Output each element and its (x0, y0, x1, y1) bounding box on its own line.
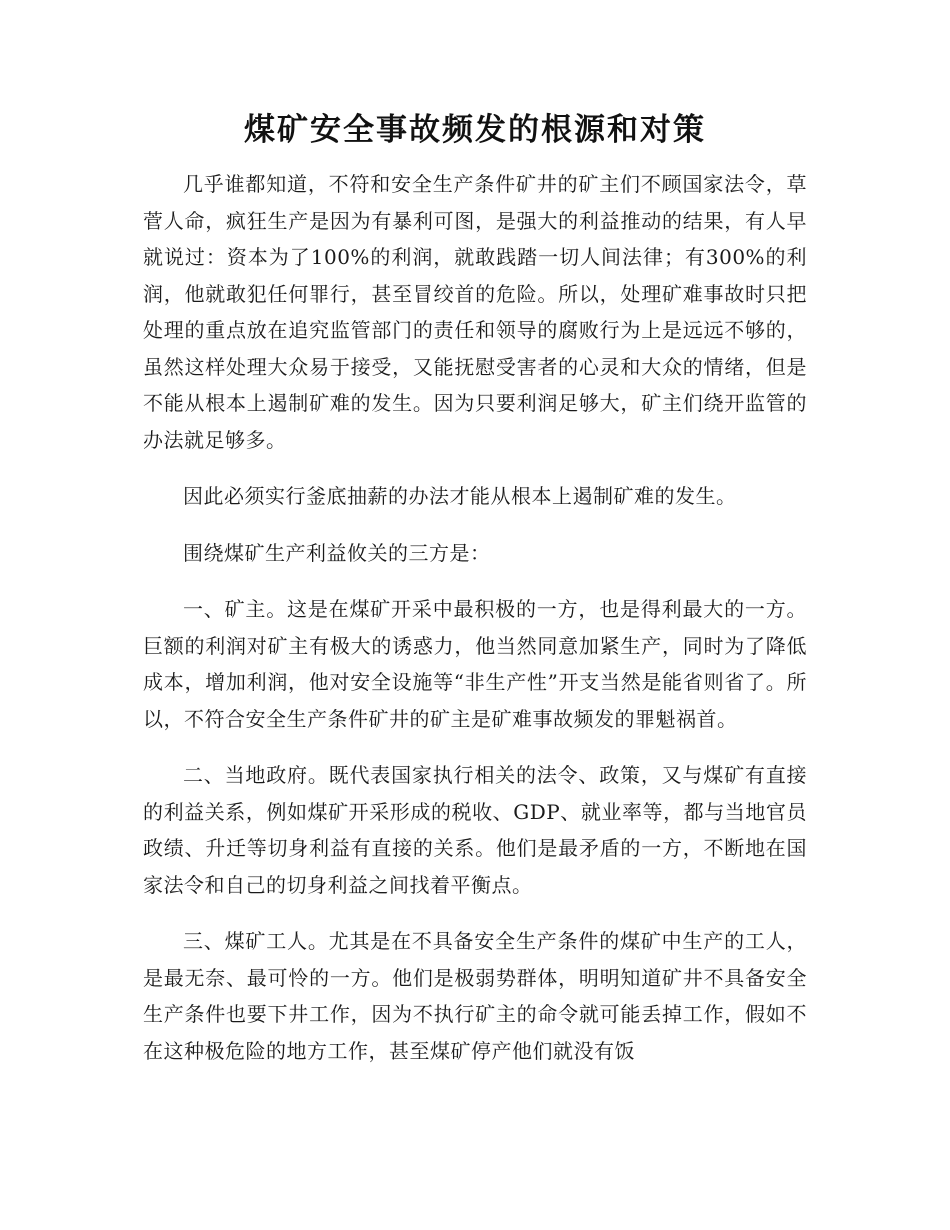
paragraph-coal-workers: 三、煤矿工人。尤其是在不具备安全生产条件的煤矿中生产的工人，是最无奈、最可怜的一方。他们是极弱势群体，明明知道矿井不具备安全生产条件也要下井工作，因为不执行矿主的命令就可能丢掉工作，假如不在这种极危险的地方工作，甚至煤矿停产他们就没有饭 (143, 929, 807, 1063)
document-title: 煤矿安全事故频发的根源和对策 (244, 112, 706, 148)
document-body (143, 166, 807, 1069)
paragraph-intro: 几乎谁都知道，不符和安全生产条件矿井的矿主们不顾国家法令，草菅人命，疯狂生产是因为有暴利可图，是强大的利益推动的结果，有人早就说过：资本为了100%的利润，就敢践踏一切人间法律；有300%的利润，他就敢犯任何罪行，甚至冒绞首的危险。所以，处理矿难事故时只把处理的重点放在追究监管部门的责任和领导的腐败行为上是远远不够的，虽然这样处理大众易于接受，又能抚慰受害者的心灵和大众的情绪，但是不能从根本上遏制矿难的发生。因为只要利润足够大，矿主们绕开监管的办法就足够多。 (143, 172, 807, 452)
paragraph-conclusion: 因此必须实行釜底抽薪的办法才能从根本上遏制矿难的发生。 (183, 484, 737, 508)
paragraph-mine-owner: 一、矿主。这是在煤矿开采中最积极的一方，也是得利最大的一方。巨额的利润对矿主有极大的诱惑力，他当然同意加紧生产，同时为了降低成本，增加利润，他对安全设施等“非生产性”开支当然是能省则省了。所以，不符合安全生产条件矿井的矿主是矿难事故频发的罪魁祸首。 (143, 597, 807, 731)
paragraph-three-parties: 围绕煤矿生产利益攸关的三方是： (183, 540, 491, 565)
paragraph-local-government: 二、当地政府。既代表国家执行相关的法令、政策，又与煤矿有直接的利益关系，例如煤矿开采形成的税收、GDP、就业率等，都与当地官员政绩、升迁等切身利益有直接的关系。他们是最矛盾的一方，不断地在国家法令和自己的切身利益之间找着平衡点。 (143, 763, 807, 897)
